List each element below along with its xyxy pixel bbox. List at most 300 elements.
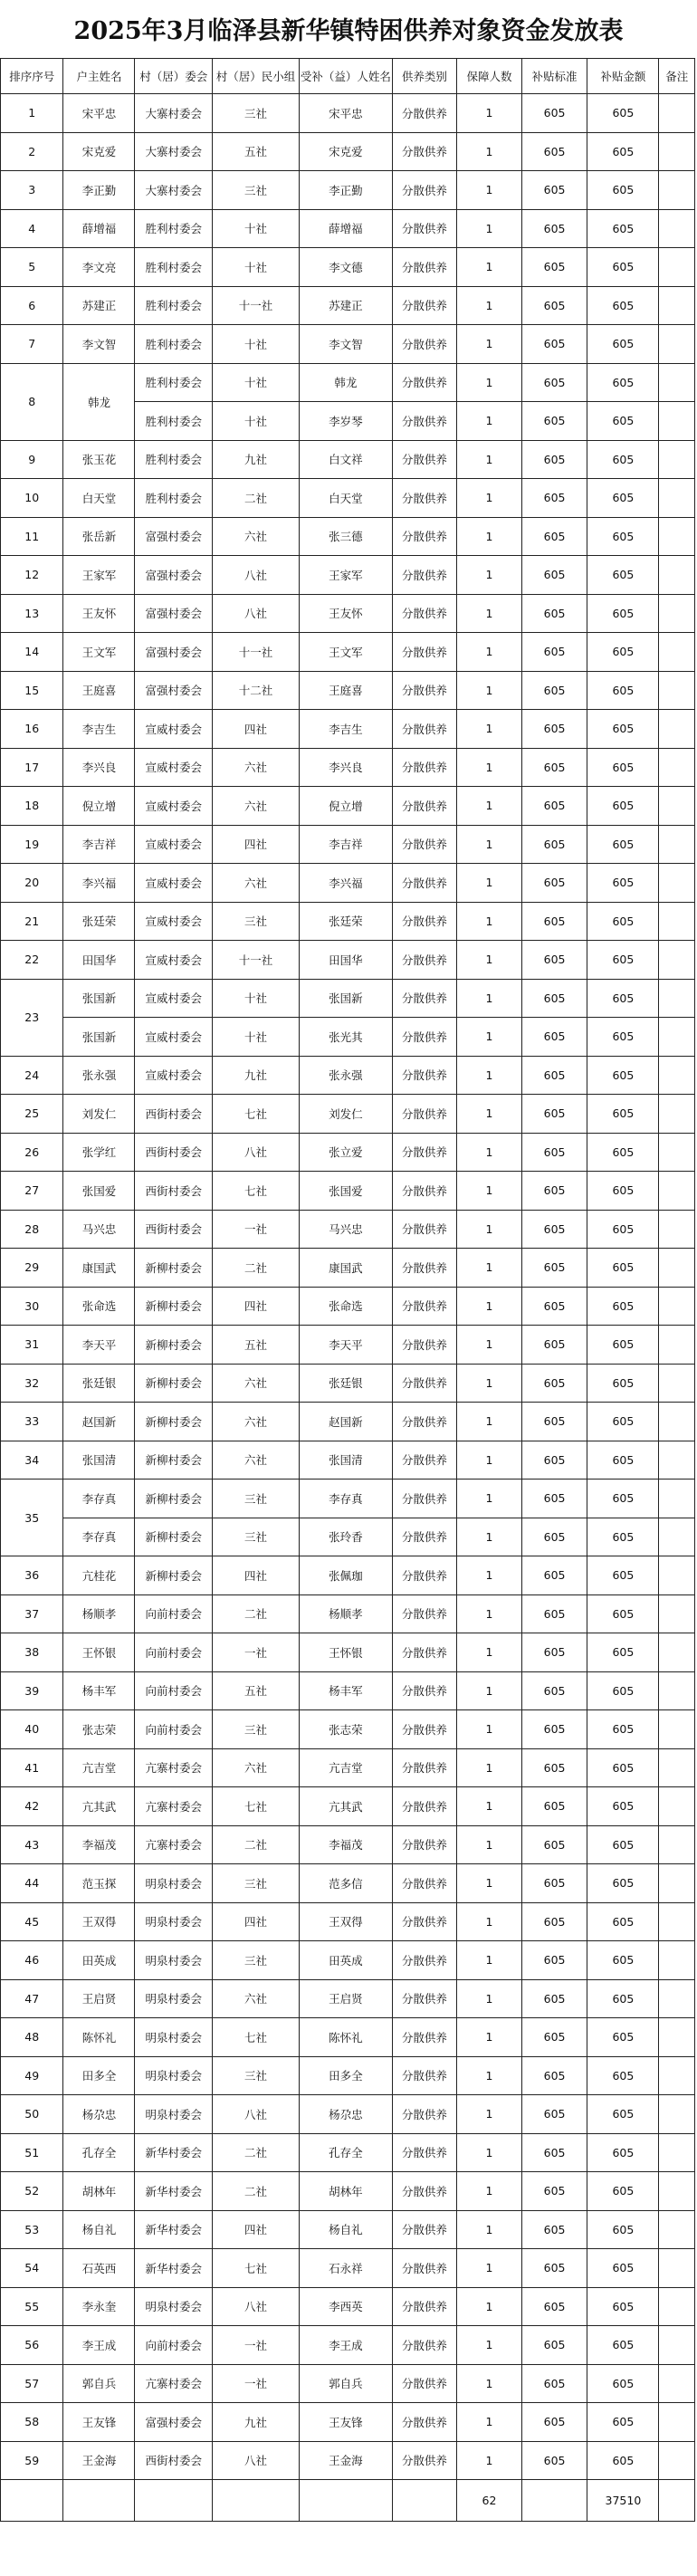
table-row: [1, 479, 695, 518]
standard-cell: 605: [521, 1364, 587, 1403]
serial-cell: 51: [1, 2133, 63, 2172]
village-cell: 大寨村委会: [135, 132, 212, 171]
amount-cell: 605: [587, 2018, 659, 2057]
household-head-cell: 张廷银: [63, 1364, 135, 1403]
table-row: [1, 440, 695, 479]
standard-cell: 605: [521, 979, 587, 1018]
category-cell: 分散供养: [392, 1748, 457, 1787]
category-cell: 分散供养: [392, 2172, 457, 2211]
table-row: [1, 556, 695, 595]
village-cell: 新华村委会: [135, 2133, 212, 2172]
village-cell: 新华村委会: [135, 2172, 212, 2211]
category-cell: 分散供养: [392, 440, 457, 479]
household-head-cell: 石英西: [63, 2249, 135, 2288]
category-cell: 分散供养: [392, 1594, 457, 1633]
group-cell: 十社: [212, 1018, 299, 1057]
category-cell: 分散供养: [392, 1095, 457, 1134]
village-cell: 富强村委会: [135, 671, 212, 710]
persons-cell: 1: [457, 1710, 522, 1749]
household-head-cell: 王家军: [63, 556, 135, 595]
table-row: [1, 363, 695, 402]
category-cell: 分散供养: [392, 941, 457, 980]
table-row: [1, 2403, 695, 2442]
table-row: [1, 902, 695, 941]
beneficiary-cell: 张国清: [300, 1441, 393, 1480]
table-row: [1, 1902, 695, 1941]
standard-cell: 605: [521, 1979, 587, 2018]
village-cell: 新柳村委会: [135, 1441, 212, 1480]
household-head-cell: 张国爱: [63, 1172, 135, 1211]
persons-cell: 1: [457, 1787, 522, 1826]
remark-cell: [659, 1249, 695, 1288]
category-cell: 分散供养: [392, 2018, 457, 2057]
category-cell: 分散供养: [392, 1326, 457, 1365]
amount-cell: 605: [587, 2441, 659, 2480]
standard-cell: 605: [521, 2095, 587, 2134]
remark-cell: [659, 2210, 695, 2249]
household-head-cell: 杨自礼: [63, 2210, 135, 2249]
serial-cell: 24: [1, 1056, 63, 1095]
group-cell: 五社: [212, 1671, 299, 1710]
table-row: [1, 2441, 695, 2480]
group-cell: 四社: [212, 710, 299, 749]
standard-cell: 605: [521, 1056, 587, 1095]
serial-cell: 59: [1, 2441, 63, 2480]
beneficiary-cell: 王友锋: [300, 2403, 393, 2442]
standard-cell: 605: [521, 517, 587, 556]
table-row: [1, 1018, 695, 1057]
group-cell: 五社: [212, 132, 299, 171]
category-cell: 分散供养: [392, 2095, 457, 2134]
beneficiary-cell: 孔存全: [300, 2133, 393, 2172]
household-head-cell: 李存真: [63, 1480, 135, 1518]
group-cell: 二社: [212, 2133, 299, 2172]
table-row: [1, 633, 695, 672]
category-cell: 分散供养: [392, 286, 457, 325]
amount-cell: 605: [587, 1633, 659, 1672]
beneficiary-cell: 王金海: [300, 2441, 393, 2480]
table-row: [1, 1864, 695, 1903]
standard-cell: 605: [521, 1941, 587, 1980]
beneficiary-cell: 李兴福: [300, 864, 393, 903]
group-cell: 三社: [212, 1864, 299, 1903]
persons-cell: 1: [457, 132, 522, 171]
village-cell: 新华村委会: [135, 2249, 212, 2288]
table-row: [1, 171, 695, 210]
standard-cell: 605: [521, 1864, 587, 1903]
serial-cell: 42: [1, 1787, 63, 1826]
remark-cell: [659, 2056, 695, 2095]
amount-cell: 605: [587, 1249, 659, 1288]
total-row: [1, 2480, 695, 2522]
amount-cell: 605: [587, 556, 659, 595]
group-cell: 七社: [212, 1095, 299, 1134]
remark-cell: [659, 941, 695, 980]
serial-cell: 28: [1, 1210, 63, 1249]
group-cell: 十社: [212, 209, 299, 248]
remark-cell: [659, 2364, 695, 2403]
village-cell: 向前村委会: [135, 1671, 212, 1710]
table-row: [1, 787, 695, 826]
group-cell: 七社: [212, 1172, 299, 1211]
remark-cell: [659, 1941, 695, 1980]
table-row: [1, 1748, 695, 1787]
category-cell: 分散供养: [392, 2249, 457, 2288]
village-cell: 胜利村委会: [135, 325, 212, 364]
group-cell: 二社: [212, 479, 299, 518]
category-cell: 分散供养: [392, 1403, 457, 1441]
persons-cell: 1: [457, 979, 522, 1018]
household-head-cell: 王怀银: [63, 1633, 135, 1672]
persons-cell: 1: [457, 1594, 522, 1633]
category-cell: 分散供养: [392, 363, 457, 402]
remark-cell: [659, 363, 695, 402]
household-head-cell: 李吉祥: [63, 825, 135, 864]
group-cell: 五社: [212, 1326, 299, 1365]
group-cell: 四社: [212, 1902, 299, 1941]
village-cell: 新柳村委会: [135, 1403, 212, 1441]
table-row: [1, 710, 695, 749]
beneficiary-cell: 王庭喜: [300, 671, 393, 710]
amount-cell: 605: [587, 787, 659, 826]
village-cell: 富强村委会: [135, 517, 212, 556]
column-header: 受补（益）人姓名: [300, 59, 393, 94]
group-cell: 一社: [212, 1633, 299, 1672]
category-cell: 分散供养: [392, 209, 457, 248]
header-row: [1, 59, 695, 94]
remark-cell: [659, 1979, 695, 2018]
table-row: [1, 132, 695, 171]
beneficiary-cell: 刘发仁: [300, 1095, 393, 1134]
beneficiary-cell: 亢其武: [300, 1787, 393, 1826]
category-cell: 分散供养: [392, 825, 457, 864]
category-cell: 分散供养: [392, 248, 457, 287]
category-cell: 分散供养: [392, 1864, 457, 1903]
table-row: [1, 248, 695, 287]
category-cell: 分散供养: [392, 171, 457, 210]
village-cell: 胜利村委会: [135, 248, 212, 287]
standard-cell: 605: [521, 864, 587, 903]
amount-cell: 605: [587, 171, 659, 210]
serial-cell: 18: [1, 787, 63, 826]
amount-cell: 605: [587, 1594, 659, 1633]
column-header: 排序序号: [1, 59, 63, 94]
group-cell: 六社: [212, 1441, 299, 1480]
village-cell: 宣威村委会: [135, 710, 212, 749]
amount-cell: 605: [587, 1518, 659, 1556]
table-row: [1, 2326, 695, 2365]
beneficiary-cell: 李岁琴: [300, 402, 393, 441]
beneficiary-cell: 张志荣: [300, 1710, 393, 1749]
household-head-cell: 马兴忠: [63, 1210, 135, 1249]
remark-cell: [659, 1825, 695, 1864]
household-head-cell: 张廷荣: [63, 902, 135, 941]
group-cell: 二社: [212, 2172, 299, 2211]
remark-cell: [659, 1671, 695, 1710]
serial-cell: 54: [1, 2249, 63, 2288]
standard-cell: 605: [521, 1594, 587, 1633]
serial-cell: 9: [1, 440, 63, 479]
total-cell: [521, 2480, 587, 2522]
household-head-cell: 田多全: [63, 2056, 135, 2095]
amount-cell: 605: [587, 1287, 659, 1326]
serial-cell: 38: [1, 1633, 63, 1672]
persons-cell: 1: [457, 2210, 522, 2249]
serial-cell: 53: [1, 2210, 63, 2249]
serial-cell: 29: [1, 1249, 63, 1288]
table-row: [1, 1518, 695, 1556]
serial-cell: 58: [1, 2403, 63, 2442]
amount-cell: 605: [587, 1403, 659, 1441]
page-title: 2025年3月临泽县新华镇特困供养对象资金发放表: [73, 16, 624, 45]
persons-cell: 1: [457, 1056, 522, 1095]
table-row: [1, 1364, 695, 1403]
village-cell: 胜利村委会: [135, 363, 212, 402]
beneficiary-cell: 张三德: [300, 517, 393, 556]
amount-cell: 605: [587, 286, 659, 325]
remark-cell: [659, 1518, 695, 1556]
persons-cell: 1: [457, 2095, 522, 2134]
serial-cell: 15: [1, 671, 63, 710]
serial-cell: 43: [1, 1825, 63, 1864]
serial-cell: 34: [1, 1441, 63, 1480]
serial-cell: 48: [1, 2018, 63, 2057]
village-cell: 西街村委会: [135, 2441, 212, 2480]
category-cell: 分散供养: [392, 594, 457, 633]
group-cell: 八社: [212, 2287, 299, 2326]
persons-cell: 1: [457, 1825, 522, 1864]
persons-cell: 1: [457, 556, 522, 595]
amount-cell: 605: [587, 941, 659, 980]
group-cell: 十社: [212, 979, 299, 1018]
village-cell: 胜利村委会: [135, 209, 212, 248]
remark-cell: [659, 2172, 695, 2211]
village-cell: 明泉村委会: [135, 1941, 212, 1980]
group-cell: 四社: [212, 1287, 299, 1326]
household-head-cell: 李兴福: [63, 864, 135, 903]
serial-cell: 32: [1, 1364, 63, 1403]
remark-cell: [659, 1095, 695, 1134]
group-cell: 一社: [212, 1210, 299, 1249]
total-cell: [300, 2480, 393, 2522]
table-row: [1, 517, 695, 556]
household-head-cell: 李天平: [63, 1326, 135, 1365]
household-head-cell: 苏建正: [63, 286, 135, 325]
household-head-cell: 陈怀礼: [63, 2018, 135, 2057]
amount-cell: 605: [587, 517, 659, 556]
remark-cell: [659, 1364, 695, 1403]
total-cell: [392, 2480, 457, 2522]
persons-cell: 1: [457, 2441, 522, 2480]
table-row: [1, 671, 695, 710]
remark-cell: [659, 2326, 695, 2365]
serial-cell: 22: [1, 941, 63, 980]
village-cell: 西街村委会: [135, 1095, 212, 1134]
persons-cell: 1: [457, 748, 522, 787]
standard-cell: 605: [521, 286, 587, 325]
standard-cell: 605: [521, 2249, 587, 2288]
village-cell: 胜利村委会: [135, 286, 212, 325]
village-cell: 西街村委会: [135, 1210, 212, 1249]
village-cell: 明泉村委会: [135, 1902, 212, 1941]
persons-cell: 1: [457, 941, 522, 980]
beneficiary-cell: 张国新: [300, 979, 393, 1018]
group-cell: 三社: [212, 1941, 299, 1980]
table-row: [1, 1056, 695, 1095]
standard-cell: 605: [521, 787, 587, 826]
table-row: [1, 2210, 695, 2249]
remark-cell: [659, 132, 695, 171]
beneficiary-cell: 杨顺孝: [300, 1594, 393, 1633]
remark-cell: [659, 1133, 695, 1172]
table-row: [1, 1787, 695, 1826]
remark-cell: [659, 1210, 695, 1249]
serial-cell: 49: [1, 2056, 63, 2095]
standard-cell: 605: [521, 825, 587, 864]
household-head-cell: 胡林年: [63, 2172, 135, 2211]
household-head-cell: 宋克爱: [63, 132, 135, 171]
remark-cell: [659, 748, 695, 787]
village-cell: 富强村委会: [135, 594, 212, 633]
remark-cell: [659, 2018, 695, 2057]
table-row: [1, 209, 695, 248]
table-row: [1, 2056, 695, 2095]
remark-cell: [659, 2441, 695, 2480]
category-cell: 分散供养: [392, 864, 457, 903]
standard-cell: 605: [521, 94, 587, 133]
serial-cell: 33: [1, 1403, 63, 1441]
persons-cell: 1: [457, 1210, 522, 1249]
category-cell: 分散供养: [392, 787, 457, 826]
category-cell: 分散供养: [392, 1710, 457, 1749]
village-cell: 新柳村委会: [135, 1326, 212, 1365]
persons-cell: 1: [457, 2172, 522, 2211]
standard-cell: 605: [521, 132, 587, 171]
village-cell: 宣威村委会: [135, 1018, 212, 1057]
persons-cell: 1: [457, 1133, 522, 1172]
persons-cell: 1: [457, 2403, 522, 2442]
standard-cell: 605: [521, 1249, 587, 1288]
category-cell: 分散供养: [392, 2403, 457, 2442]
village-cell: 胜利村委会: [135, 479, 212, 518]
remark-cell: [659, 787, 695, 826]
amount-cell: 605: [587, 1095, 659, 1134]
beneficiary-cell: 李福茂: [300, 1825, 393, 1864]
table-row: [1, 2287, 695, 2326]
village-cell: 明泉村委会: [135, 1979, 212, 2018]
persons-cell: 1: [457, 1941, 522, 1980]
standard-cell: 605: [521, 1748, 587, 1787]
persons-cell: 1: [457, 1518, 522, 1556]
standard-cell: 605: [521, 1287, 587, 1326]
serial-cell: 41: [1, 1748, 63, 1787]
beneficiary-cell: 李天平: [300, 1326, 393, 1365]
group-cell: 十社: [212, 402, 299, 441]
remark-cell: [659, 1326, 695, 1365]
remark-cell: [659, 1710, 695, 1749]
persons-cell: 1: [457, 94, 522, 133]
standard-cell: 605: [521, 748, 587, 787]
persons-cell: 1: [457, 209, 522, 248]
category-cell: 分散供养: [392, 1210, 457, 1249]
household-head-cell: 张岳新: [63, 517, 135, 556]
amount-cell: 605: [587, 2095, 659, 2134]
beneficiary-cell: 王启贤: [300, 1979, 393, 2018]
table-row: [1, 1594, 695, 1633]
group-cell: 四社: [212, 2210, 299, 2249]
category-cell: 分散供养: [392, 2133, 457, 2172]
total-amount: 37510: [587, 2480, 659, 2522]
amount-cell: 605: [587, 1787, 659, 1826]
category-cell: 分散供养: [392, 1556, 457, 1595]
category-cell: 分散供养: [392, 402, 457, 441]
remark-cell: [659, 594, 695, 633]
table-row: [1, 1441, 695, 1480]
household-head-cell: 王友怀: [63, 594, 135, 633]
serial-cell: 36: [1, 1556, 63, 1595]
beneficiary-cell: 白文祥: [300, 440, 393, 479]
beneficiary-cell: 薛增福: [300, 209, 393, 248]
table-row: [1, 594, 695, 633]
group-cell: 三社: [212, 902, 299, 941]
household-head-cell: 刘发仁: [63, 1095, 135, 1134]
standard-cell: 605: [521, 594, 587, 633]
category-cell: 分散供养: [392, 94, 457, 133]
standard-cell: 605: [521, 2287, 587, 2326]
serial-cell: 6: [1, 286, 63, 325]
standard-cell: 605: [521, 2172, 587, 2211]
category-cell: 分散供养: [392, 1518, 457, 1556]
standard-cell: 605: [521, 1902, 587, 1941]
serial-cell: 19: [1, 825, 63, 864]
village-cell: 明泉村委会: [135, 2095, 212, 2134]
beneficiary-cell: 倪立增: [300, 787, 393, 826]
beneficiary-cell: 张玲香: [300, 1518, 393, 1556]
standard-cell: 605: [521, 1518, 587, 1556]
amount-cell: 605: [587, 710, 659, 749]
beneficiary-cell: 陈怀礼: [300, 2018, 393, 2057]
group-cell: 六社: [212, 787, 299, 826]
village-cell: 西街村委会: [135, 1172, 212, 1211]
serial-cell: 39: [1, 1671, 63, 1710]
table-row: [1, 94, 695, 133]
beneficiary-cell: 李吉生: [300, 710, 393, 749]
table-row: [1, 979, 695, 1018]
village-cell: 宣威村委会: [135, 787, 212, 826]
standard-cell: 605: [521, 2056, 587, 2095]
village-cell: 亢寨村委会: [135, 2364, 212, 2403]
table-row: [1, 864, 695, 903]
village-cell: 向前村委会: [135, 1594, 212, 1633]
village-cell: 胜利村委会: [135, 402, 212, 441]
group-cell: 六社: [212, 748, 299, 787]
household-head-cell: 康国武: [63, 1249, 135, 1288]
beneficiary-cell: 田英成: [300, 1941, 393, 1980]
amount-cell: 605: [587, 1364, 659, 1403]
category-cell: 分散供养: [392, 517, 457, 556]
serial-cell: 4: [1, 209, 63, 248]
serial-cell: 37: [1, 1594, 63, 1633]
serial-cell: 52: [1, 2172, 63, 2211]
group-cell: 二社: [212, 1825, 299, 1864]
standard-cell: 605: [521, 171, 587, 210]
household-head-cell: 张国清: [63, 1441, 135, 1480]
persons-cell: 1: [457, 633, 522, 672]
group-cell: 三社: [212, 2056, 299, 2095]
beneficiary-cell: 苏建正: [300, 286, 393, 325]
standard-cell: 605: [521, 1018, 587, 1057]
remark-cell: [659, 1594, 695, 1633]
